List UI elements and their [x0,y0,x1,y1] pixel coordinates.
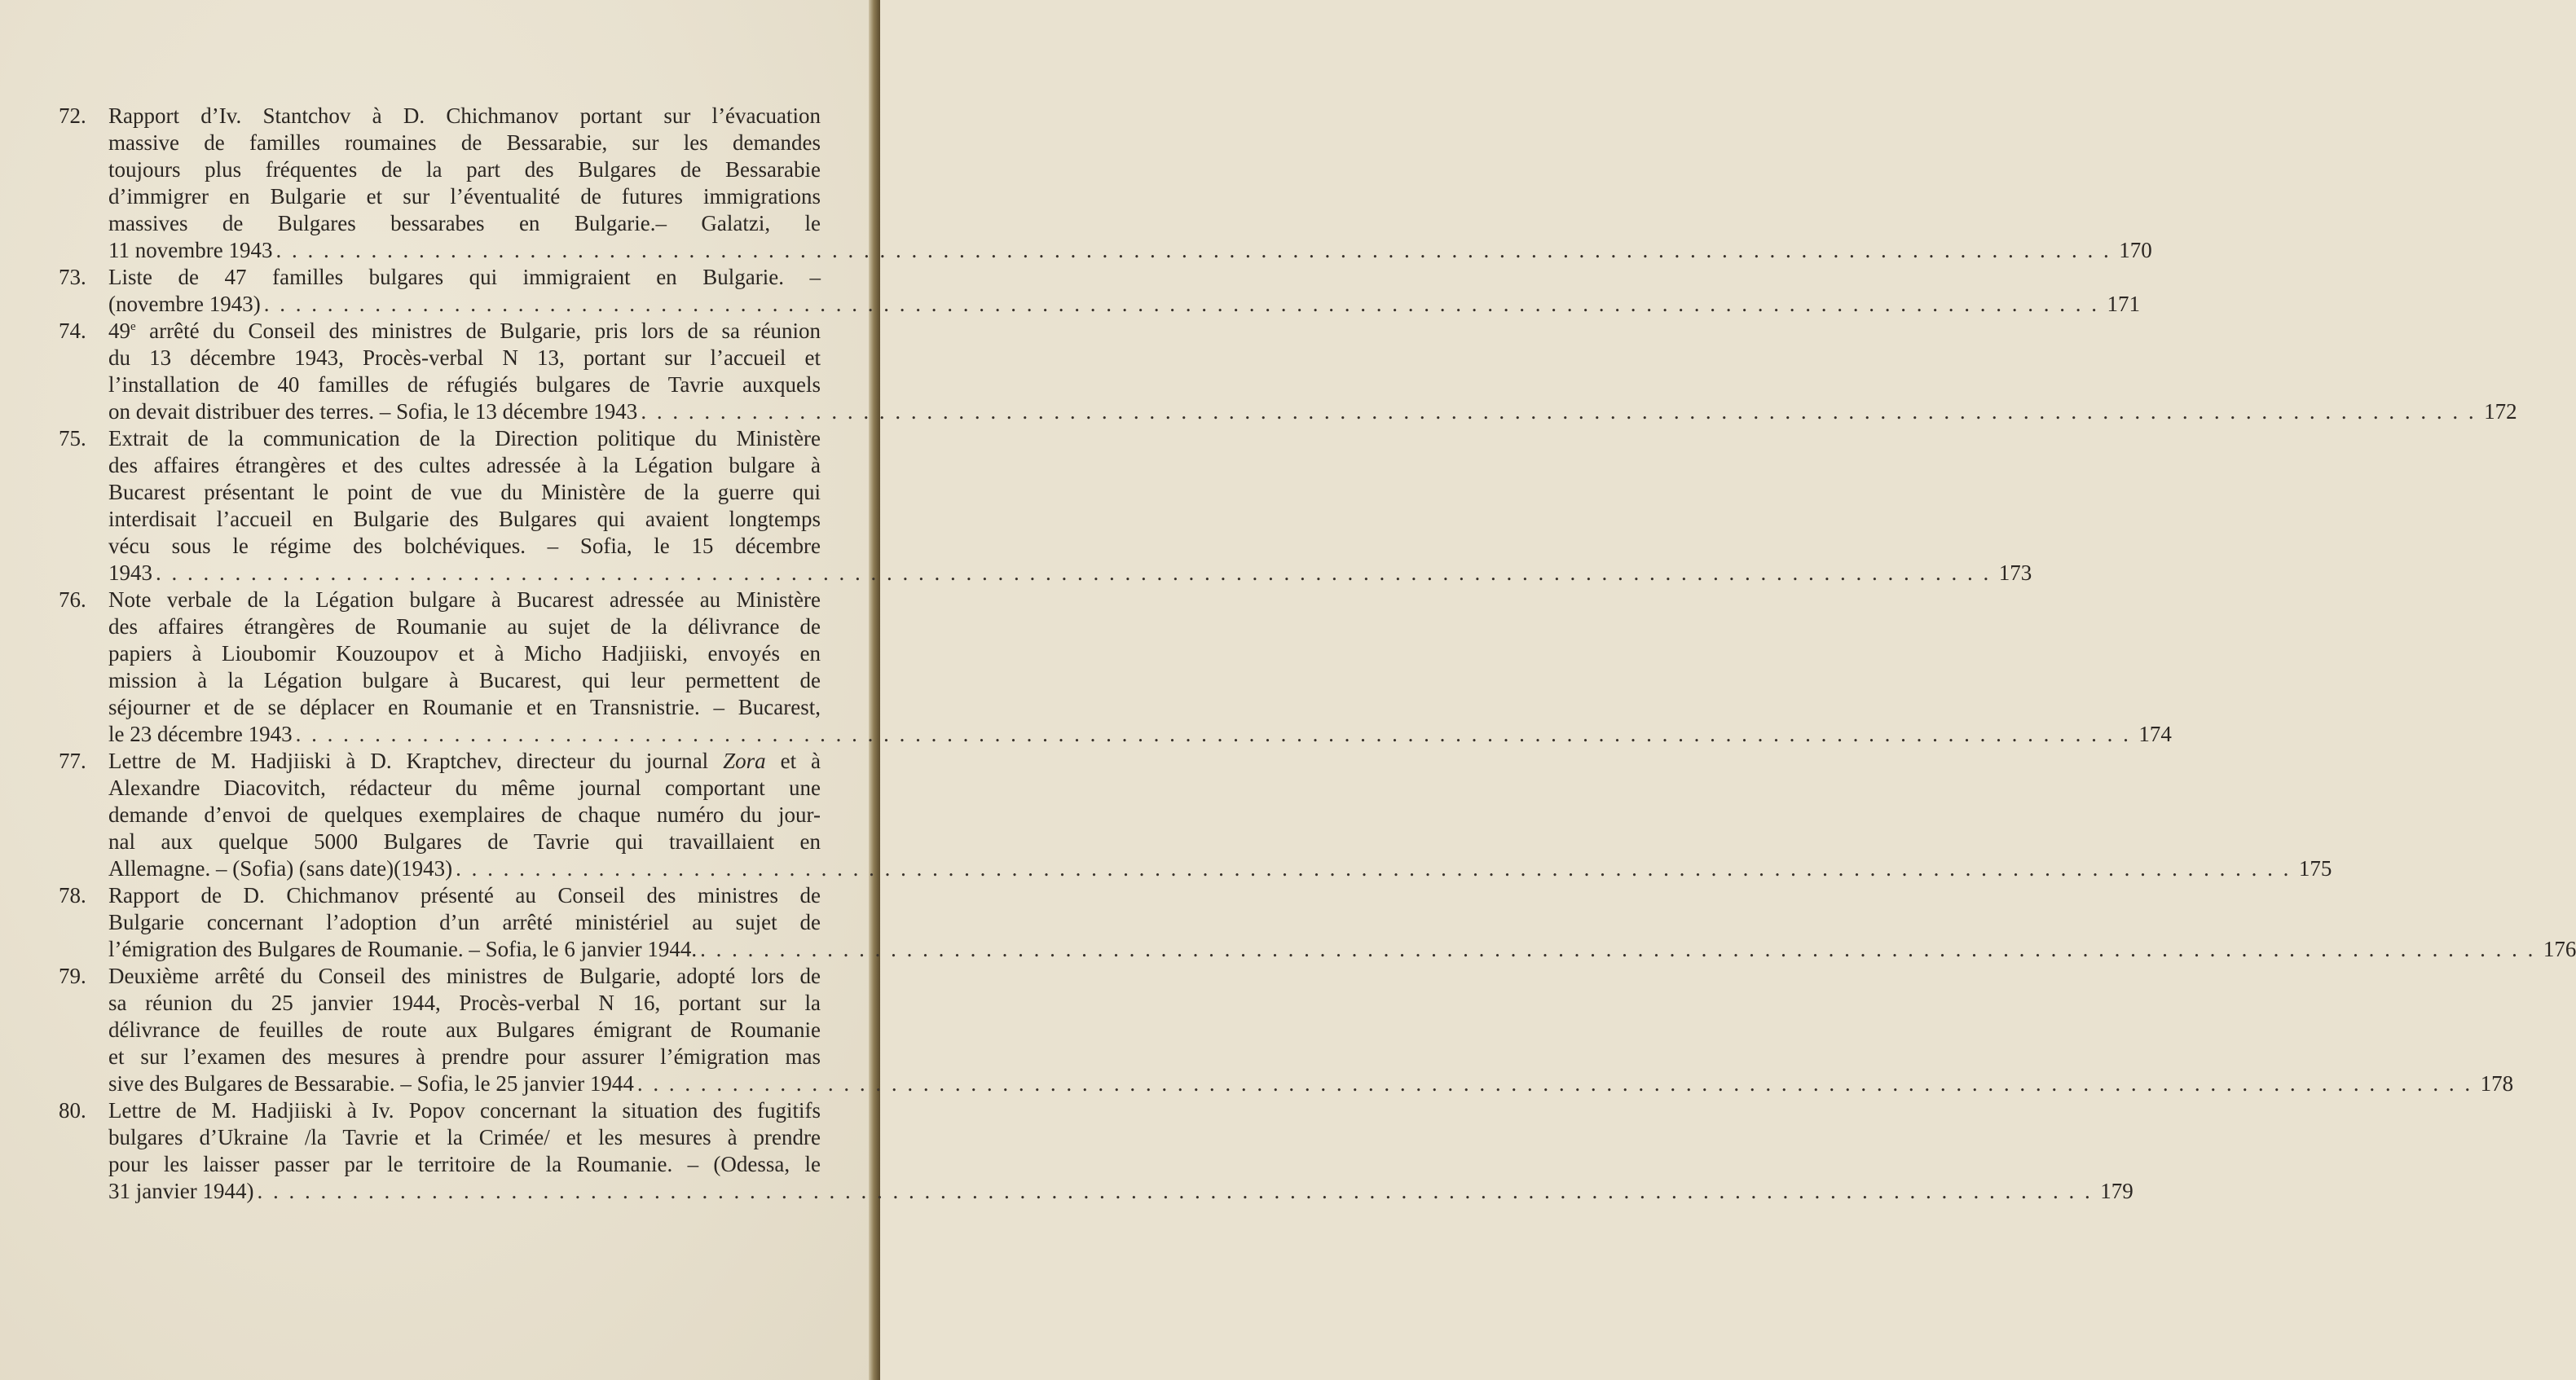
entry-line: Extrait de la communication de la Direction politique du Ministère [108,426,821,450]
entry-line: massives de Bulgares bessarabes en Bulgarie.– Galatzi, le [108,211,821,235]
toc-entry [59,318,2517,425]
toc-entry [59,1097,2133,1205]
entry-last-text: 31 janvier 1944) [108,1179,254,1203]
entry-line: Rapport d’Iv. Stantchov à D. Chichmanov portant sur l’évacuation [108,103,821,128]
dot-leader: . . . . . . . . . . . . . . . . . . . . . . . . . . . . . . . . . . . . . . . . . . . . . . . . . . . . . . . . . . . . . . . . . . . . . . . . . . . . . . . . . . . . . . . . . . . . . . . . . . . . . . . . . . . . . . . . . . . . [156,560,1992,585]
entry-line: Rapport de D. Chichmanov présenté au Conseil des ministres de [108,883,821,908]
entry-description [108,318,2517,425]
entry-last-line [108,560,2032,587]
entry-number: 76. [59,587,86,612]
entry-last-text: 1943 [108,560,152,585]
entry-line: pour les laissеr passer par le territoire de la Roumanie. – (Odessa, le [108,1152,821,1176]
entry-last-text: Allemagne. – (Sofia) (sans date)(1943) [108,856,453,881]
entry-line: Liste de 47 familles bulgares qui immigraient en Bulgarie. – [108,265,821,289]
dot-leader: . . . . . . . . . . . . . . . . . . . . . . . . . . . . . . . . . . . . . . . . . . . . . . . . . . . . . . . . . . . . . . . . . . . . . . . . . . . . . . . . . . . . . . . . . . . . . . . . . . . . . . . . . . . . . . . . . . . . [641,399,2477,424]
entry-line: Lettre de M. Hadjiiski à D. Kraptchev, directeur du journal Zora et à [108,749,821,773]
entry-line: interdisait l’accueil en Bulgarie des Bulgares qui avaient longtemps [108,507,821,531]
dot-leader: . . . . . . . . . . . . . . . . . . . . . . . . . . . . . . . . . . . . . . . . . . . . . . . . . . . . . . . . . . . . . . . . . . . . . . . . . . . . . . . . . . . . . . . . . . . . . . . . . . . . . . . . . . . . . . . . . . . . [257,1179,2093,1203]
entry-line: des affaires étrangères et des cultes adressée à la Légation bulgare à [108,453,821,477]
entry-line: d’immigrer en Bulgarie et sur l’éventualité de futures immigrations [108,184,821,209]
page-number: 179 [2100,1179,2133,1203]
entry-last-text: sive des Bulgares de Bessarabie. – Sofia, le 25 janvier 1944 [108,1071,634,1096]
entry-last-line [108,855,2332,882]
entry-description [108,882,2576,963]
page-number: 173 [1998,560,2032,585]
entry-line: massive de familles roumaines de Bessarabie, sur les demandes [108,130,821,155]
entry-line: du 13 décembre 1943, Procès-verbal N 13, portant sur l’accueil et [108,345,821,370]
page-number: 176 [2543,937,2576,961]
entry-line: Deuxième arrêté du Conseil des ministres de Bulgarie, adopté lors de [108,964,821,988]
dot-leader: . . . . . . . . . . . . . . . . . . . . . . . . . . . . . . . . . . . . . . . . . . . . . . . . . . . . . . . . . . . . . . . . . . . . . . . . . . . . . . . . . . . . . . . . . . . . . . . . . . . . . . . . . . . . . . . . . . . . [263,292,2099,316]
entry-last-text: (novembre 1943) [108,292,261,316]
page-number: 170 [2119,238,2152,262]
entry-last-text: on devait distribuer des terres. – Sofia, le 13 décembre 1943 [108,399,638,424]
page-number: 175 [2298,856,2332,881]
toc-entry [59,425,2032,587]
entry-line: l’installation de 40 familles de réfugiés bulgares de Tavrie auxquels [108,372,821,397]
toc-entry [59,748,2332,882]
entry-line: séjourner et de se déplacer en Roumanie et en Transnistrie. – Bucarest, [108,695,821,719]
page-number: 178 [2480,1071,2514,1096]
entry-number: 73. [59,265,86,289]
entry-description [108,963,2514,1097]
toc-entry [59,882,2576,963]
entry-last-text: l’émigration des Bulgares de Roumanie. – Sofia, le 6 janvier 1944. [108,937,698,961]
entry-line: toujours plus fréquentes de la part des Bulgares de Bessarabie [108,157,821,182]
entry-line: et sur l’examen des mesures à prendre pour assurer l’émigration mas [108,1044,821,1069]
entry-line: Bucarest présentant le point de vue du Ministère de la guerre qui [108,480,821,504]
dot-leader: . . . . . . . . . . . . . . . . . . . . . . . . . . . . . . . . . . . . . . . . . . . . . . . . . . . . . . . . . . . . . . . . . . . . . . . . . . . . . . . . . . . . . . . . . . . . . . . . . . . . . . . . . . . . . . . . . . . . [456,856,2292,881]
entry-description [108,1097,2133,1205]
dot-leader: . . . . . . . . . . . . . . . . . . . . . . . . . . . . . . . . . . . . . . . . . . . . . . . . . . . . . . . . . . . . . . . . . . . . . . . . . . . . . . . . . . . . . . . . . . . . . . . . . . . . . . . . . . . . . . . . . . . . [295,722,2131,746]
entry-last-line [108,291,2140,318]
entry-last-line [108,398,2517,425]
entry-last-line [108,936,2576,963]
entry-line: vécu sous le régime des bolchéviques. – Sofia, le 15 décembre [108,534,821,558]
entry-last-line [108,1070,2514,1097]
entry-number: 79. [59,964,86,988]
entry-number: 80. [59,1098,86,1123]
entry-number: 77. [59,749,86,773]
entry-line: délivrance de feuilles de route aux Bulgares émigrant de Roumanie [108,1017,821,1042]
dot-leader: . . . . . . . . . . . . . . . . . . . . . . . . . . . . . . . . . . . . . . . . . . . . . . . . . . . . . . . . . . . . . . . . . . . . . . . . . . . . . . . . . . . . . . . . . . . . . . . . . . . . . . . . . . . . . . . . . . . . [636,1071,2473,1096]
table-of-contents [59,103,2576,1205]
page-number: 171 [2107,292,2140,316]
entry-last-line [108,721,2172,748]
entry-description [108,103,2152,264]
entry-last-line [108,1178,2133,1205]
entry-last-text: le 23 décembre 1943 [108,722,293,746]
entry-line: Alexandre Diacovitch, rédacteur du même journal comportant une [108,776,821,800]
entry-line: papiers à Lioubomir Kouzoupov et à Micho Hadjiiski, envoyés en [108,641,821,666]
entry-number: 74. [59,319,86,343]
entry-line: Note verbale de la Légation bulgare à Bucarest adressée au Ministère [108,587,821,612]
entry-line: bulgares d’Ukraine /la Tavrie et la Crimée/ et les mesures à prendre [108,1125,821,1149]
ordinal-superscript: e [130,320,136,333]
dot-leader: . . . . . . . . . . . . . . . . . . . . . . . . . . . . . . . . . . . . . . . . . . . . . . . . . . . . . . . . . . . . . . . . . . . . . . . . . . . . . . . . . . . . . . . . . . . . . . . . . . . . . . . . . . . . . . . . . . . . [700,937,2536,961]
entry-description [108,264,2140,318]
entry-line: sa réunion du 25 janvier 1944, Procès-verbal N 16, portant sur la [108,991,821,1015]
toc-entry [59,264,2140,318]
page-number: 172 [2484,399,2517,424]
entry-line: 49e arrêté du Conseil des ministres de Bulgarie, pris lors de sa réunion [108,319,821,343]
entry-line: des affaires étrangères de Roumanie au sujet de la délivrance de [108,614,821,639]
entry-number: 78. [59,883,86,908]
entry-description [108,748,2332,882]
page-number: 174 [2138,722,2172,746]
entry-last-line [108,237,2152,264]
toc-entry [59,103,2152,264]
entry-line: Bulgarie concernant l’adoption d’un arrêté ministériel au sujet de [108,910,821,934]
journal-title: Zora [723,749,766,773]
dot-leader: . . . . . . . . . . . . . . . . . . . . . . . . . . . . . . . . . . . . . . . . . . . . . . . . . . . . . . . . . . . . . . . . . . . . . . . . . . . . . . . . . . . . . . . . . . . . . . . . . . . . . . . . . . . . . . . . . . . . [275,238,2111,262]
entry-description [108,425,2032,587]
toc-entry [59,963,2514,1097]
entry-number: 75. [59,426,86,450]
toc-entry [59,587,2172,748]
entry-line: demande d’envoi de quelques exemplaires de chaque numéro du jour- [108,802,821,827]
entry-line: nal aux quelque 5000 Bulgares de Tavrie qui travaillaient en [108,829,821,854]
entry-number: 72. [59,103,86,128]
entry-line: mission à la Légation bulgare à Bucarest, qui leur permettent de [108,668,821,692]
entry-line: Lettre de M. Hadjiiski à Iv. Popov concernant la situation des fugitifs [108,1098,821,1123]
book-spine-edge [869,0,880,1380]
entry-description [108,587,2172,748]
entry-last-text: 11 novembre 1943 [108,238,273,262]
